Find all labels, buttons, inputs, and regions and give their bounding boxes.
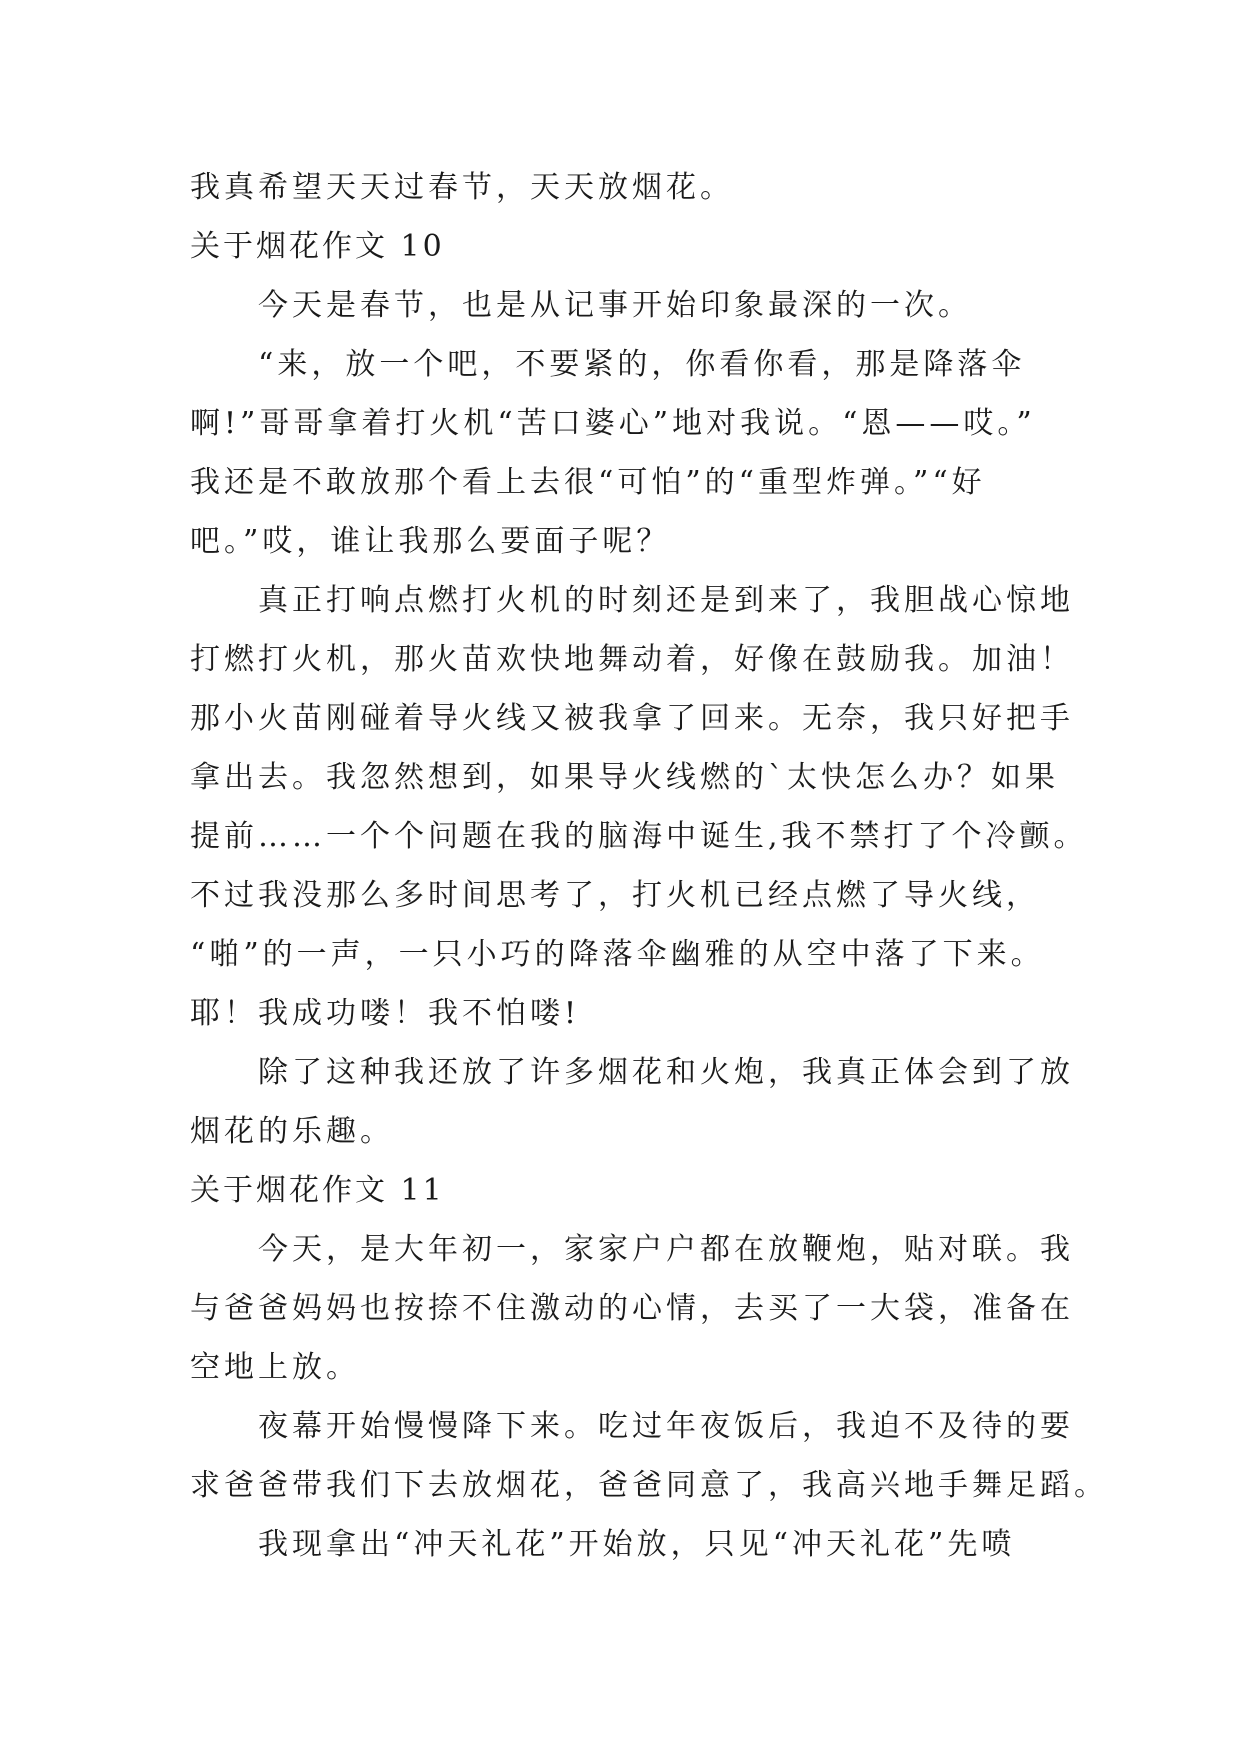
paragraph-first-line: “来，放一个吧，不要紧的，你看你看，那是降落伞 — [258, 347, 1026, 382]
text-line: 我还是不敢放那个看上去很“可怕”的“重型炸弹。”“好 — [190, 465, 986, 500]
paragraph-first-line: 今天是春节，也是从记事开始印象最深的一次。 — [258, 288, 972, 323]
text-line: 耶！我成功喽！我不怕喽! — [190, 996, 581, 1031]
text-line: 不过我没那么多时间思考了，打火机已经点燃了导火线， — [190, 878, 1040, 913]
text-line: 求爸爸带我们下去放烟花，爸爸同意了，我高兴地手舞足蹈。 — [190, 1468, 1108, 1503]
document-body — [190, 158, 1108, 1574]
section-heading: 关于烟花作文 11 — [190, 1173, 445, 1208]
text-line: 啊!”哥哥拿着打火机“苦口婆心”地对我说。“恩——哎。” — [190, 406, 1036, 441]
paragraph-first-line: 今天，是大年初一，家家户户都在放鞭炮，贴对联。我 — [258, 1232, 1074, 1267]
text-line: 打燃打火机，那火苗欢快地舞动着，好像在鼓励我。加油！ — [190, 642, 1074, 677]
paragraph-first-line: 真正打响点燃打火机的时刻还是到来了，我胆战心惊地 — [258, 583, 1074, 618]
paragraph-first-line: 我现拿出“冲天礼花”开始放，只见“冲天礼花”先喷 — [258, 1527, 1016, 1562]
text-line: 那小火苗刚碰着导火线又被我拿了回来。无奈，我只好把手 — [190, 701, 1074, 736]
text-line: “啪”的一声，一只小巧的降落伞幽雅的从空中落了下来。 — [190, 937, 1045, 972]
text-line: 空地上放。 — [190, 1350, 360, 1385]
section-heading: 关于烟花作文 10 — [190, 229, 445, 264]
text-line: 提前……一个个问题在我的脑海中诞生,我不禁打了个冷颤。 — [190, 819, 1088, 854]
text-line: 我真希望天天过春节，天天放烟花。 — [190, 170, 734, 205]
paragraph-first-line: 除了这种我还放了许多烟花和火炮，我真正体会到了放 — [258, 1055, 1074, 1090]
text-line: 拿出去。我忽然想到，如果导火线燃的`太快怎么办？如果 — [190, 760, 1059, 795]
text-line: 吧。”哎，谁让我那么要面子呢？ — [190, 524, 671, 559]
text-line: 烟花的乐趣。 — [190, 1114, 394, 1149]
paragraph-first-line: 夜幕开始慢慢降下来。吃过年夜饭后，我迫不及待的要 — [258, 1409, 1074, 1444]
text-line: 与爸爸妈妈也按捺不住激动的心情，去买了一大袋，准备在 — [190, 1291, 1074, 1326]
